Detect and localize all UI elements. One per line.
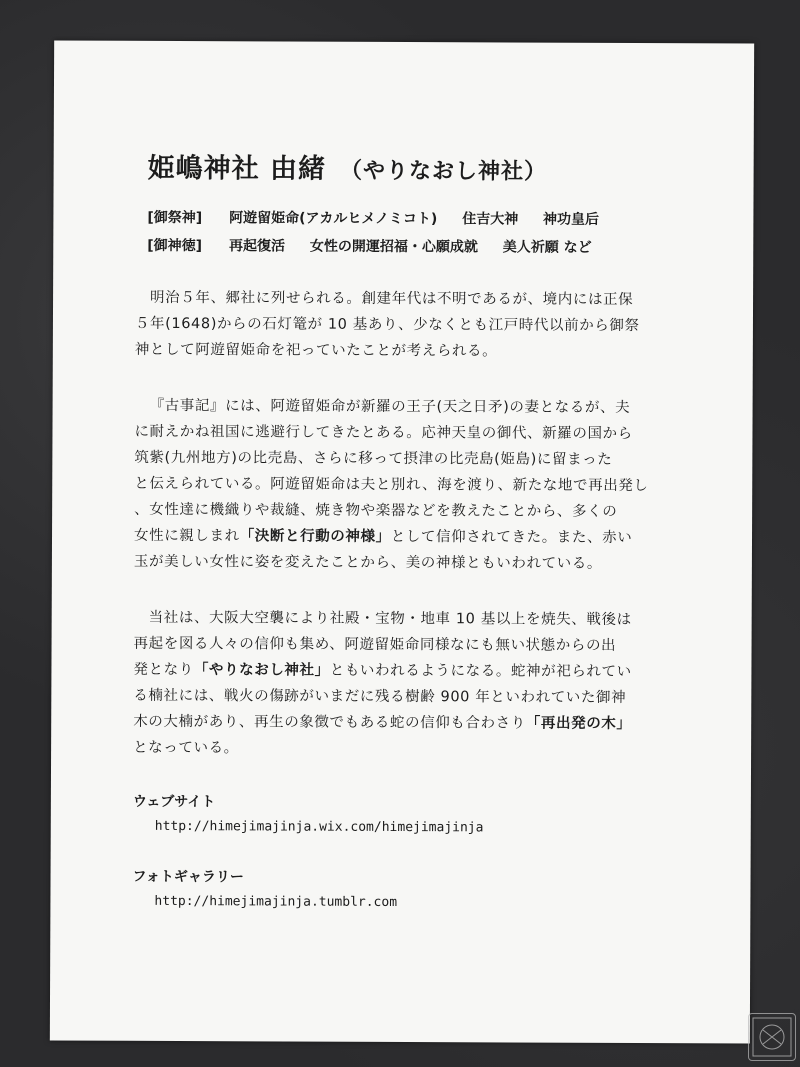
- gallery-url: http://himejimajinja.tumblr.com: [154, 893, 398, 910]
- page-title: [148, 146, 676, 187]
- emphasis-yarinaoshi: 「やりなおし神社」: [193, 662, 330, 679]
- watermark-seal-icon: [748, 1013, 796, 1061]
- website-label: ウェブサイト: [132, 793, 216, 811]
- virtue-item: 女性の開運招福・心願成就: [309, 238, 478, 256]
- virtue-item: 再起復活: [228, 238, 285, 255]
- virtue-item: 美人祈願 など: [502, 239, 592, 256]
- text-line: ５年(1648)からの石灯篭が 10 基あり、少なくとも江戸時代以前から御祭: [134, 315, 640, 335]
- text-line: 玉が美しい女性に姿を変えたことから、美の神様ともいわれている。: [133, 553, 603, 572]
- history-paragraph-2: [134, 393, 675, 577]
- document-content: [132, 146, 675, 943]
- title-text: 姫嶋神社 由緒: [147, 152, 327, 185]
- deity-item: 阿遊留姫命(アカルヒメノミコト): [229, 210, 438, 228]
- history-paragraph-1: [135, 285, 675, 365]
- seal-mark: [749, 1014, 795, 1060]
- text-line: [133, 657, 673, 685]
- virtues-label: [御神徳]: [147, 237, 203, 255]
- text-line: 明治５年、郷社に列せられる。創建年代は不明であるが、境内には正保: [150, 289, 634, 309]
- deity-item: 神功皇后: [543, 211, 600, 228]
- deities-row: [147, 207, 675, 229]
- text-line: 『古事記』には、阿遊留姫命が新羅の王子(天之日矛)の妻となるが、夫: [149, 397, 631, 416]
- text-line: [134, 523, 674, 551]
- text-segment: 発となり: [133, 661, 194, 679]
- text-segment: ともいわれるようになる。蛇神が祀られてい: [329, 662, 632, 681]
- text-segment: として信仰されてきた。また、赤い: [390, 528, 633, 547]
- text-line: 神として阿遊留姫命を祀っていたことが考えられる。: [134, 341, 498, 360]
- title-subtitle: （やりなおし神社）: [339, 158, 548, 185]
- text-line: 筑紫(九州地方)の比売島、さらに移って摂津の比売島(姫島)に留まった: [134, 449, 613, 468]
- virtues-row: [147, 235, 675, 257]
- text-segment: 女性に親しまれ: [133, 527, 240, 545]
- text-line: 、女性達に機織りや裁縫、焼き物や楽器などを教えたことから、多くの: [134, 501, 618, 520]
- text-segment: 木の大楠があり、再生の象徴でもある蛇の信仰も合わさり: [133, 713, 526, 732]
- deities-label: [御祭神]: [147, 209, 203, 227]
- text-line: る楠社には、戦火の傷跡がいまだに残る樹齢 900 年といわれていた御神: [133, 687, 627, 706]
- text-line: と伝えられている。阿遊留姫命は夫と別れ、海を渡り、新たな地で再出発し: [134, 475, 649, 495]
- text-line: 当社は、大阪大空襲により社殿・宝物・地車 10 基以上を焼失、戦後は: [148, 609, 632, 629]
- emphasis-restart-tree: 「再出発の木」: [525, 715, 632, 733]
- document-sheet: [50, 40, 754, 1043]
- text-line: 再起を図る人々の信仰も集め、阿遊留姫命同様なにも無い状態からの出: [133, 635, 617, 654]
- text-line: [133, 709, 673, 737]
- deity-item: 住吉大神: [462, 211, 519, 228]
- emphasis-decision-god: 「決断と行動の神様」: [239, 528, 391, 545]
- gallery-label: フォトギャラリー: [132, 868, 244, 886]
- text-line: となっている。: [133, 739, 239, 757]
- website-url: http://himejimajinja.wix.com/himejimajinja: [154, 818, 484, 836]
- links-section: [132, 791, 673, 911]
- text-line: に耐えかね祖国に逃避行してきたとある。応神天皇の御代、新羅の国から: [134, 423, 633, 443]
- history-paragraph-3: [133, 605, 674, 763]
